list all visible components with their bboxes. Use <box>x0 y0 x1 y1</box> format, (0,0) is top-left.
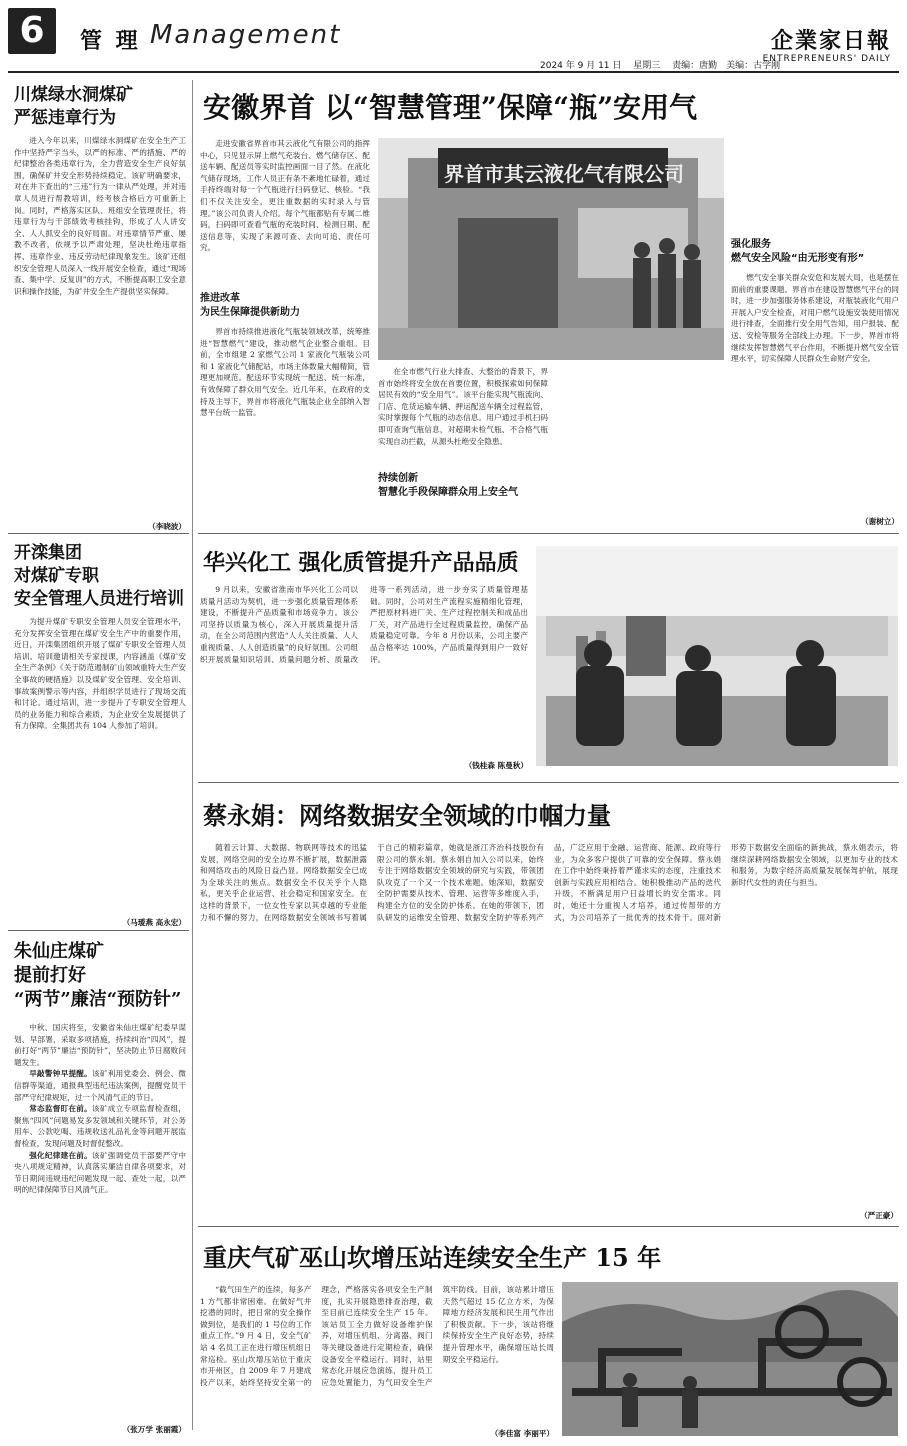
body-huaxing: 9 月以来，安徽省淮南市华兴化工公司以质量月活动为契机，进一步强化质量管理体系建设，不断提升产品质量和市场竞争力。该公司坚持以质量为核心，深入开展质量提升活动，在全公司范围内营造“人人关注质量、人人重视质量、人人创造质量”的良好氛围。公司组织开展质量知识培训、质量问题分析、质量改进等一系列活动，进一步夯实了质量管理基础。同时，公司对生产流程实施精细化管理，严把原材料进厂关、生产过程控制关和成品出厂关，对产品进行全过程质量监控，确保产品质量稳定可靠。今年 8 月份以来，公司主要产品合格率达 100%，产品质量得到用户一致好评。 <box>200 585 528 664</box>
header-rule <box>8 71 899 73</box>
masthead: 企業家日報 <box>770 28 891 54</box>
body-jieshou-3b <box>555 366 723 528</box>
byline-caiyongjuan: （严正豪） <box>860 1211 898 1220</box>
headline-chongqing: 重庆气矿巫山坎增压站连续安全生产 15 年 <box>203 1243 662 1272</box>
body-caiyongjuan: 随着云计算、大数据、物联网等技术的迅猛发展，网络空间的安全边界不断扩展，数据泄露和网络攻击的风险日益凸显。网络数据安全已成为全球关注的焦点。数据安全不仅关乎个人隐私，更关乎企业运营、社会稳定和国家安全。在这样的背景下，一位女性专家以其卓越的专业能力和不懈的努力，在网络数据安全领域书写着属于自己的精彩篇章，她就是浙江齐治科技股份有限公司的蔡永娟。蔡永娟自加入公司以来，始终专注于网络数据安全领域的研究与实践，带领团队攻克了一个又一个技术难题。她深知，数据安全防护需要从技术、管理、运营等多维度入手，构建全方位的安全防护体系。在她的带领下，团队研发的运维安全管理、数据安全防护等系列产品，广泛应用于金融、运营商、能源、政府等行业，为众多客户提供了可靠的安全保障。蔡永娟在工作中始终秉持着严谨求实的态度，注重技术创新与实践应用相结合。她积极推动产品的迭代升级，不断满足用户日益增长的安全需求。同时，她还十分重视人才培养，通过传帮带的方式，为公司培养了一批优秀的技术骨干。面对新形势下数据安全面临的新挑战，蔡永娟表示，将继续深耕网络数据安全领域，以更加专业的技术和服务，为数字经济高质量发展保驾护航，展现新时代女性的责任与担当。 <box>200 843 898 922</box>
byline-chongqing: （李佳富 李丽平） <box>490 1429 554 1438</box>
body-jieshou-4: 燃气安全事关群众安危和发展大局，也是摆在面前的重要课题。界首市在建设智慧燃气平台的同时，进一步加强服务体系建设，对瓶装液化气用户开展入户安全检查，对用户燃气设施安装使用情况进行排查，全面推行安全用气告知，用户报装、配送、安检等服务全部线上办理。下一步，界首市将继续发挥智慧燃气平台作用，不断提升燃气安全管理水平，切实保障人民群众生命财产安全。 <box>731 273 899 364</box>
headline-chuanmei: 川煤绿水洞煤矿 严惩违章行为 <box>14 85 133 128</box>
rule <box>8 930 189 931</box>
photo-compressor-station <box>562 1282 898 1436</box>
headline-huaxing: 华兴化工 强化质管提升产品品质 <box>203 550 519 576</box>
photo-sign: 界首市其云液化气有限公司 <box>444 162 684 186</box>
photo-lab <box>536 546 898 766</box>
byline-chuanmei: （李晓波） <box>148 522 186 531</box>
body-jieshou-3c <box>731 138 899 232</box>
body-jieshou-1: 走进安徽省界首市其云液化气有限公司的指挥中心，只见显示屏上燃气充装台、燃气储存区、配送车辆、配送员等实时监控画面一目了然。在液化气储存现场，工作人员正有条不紊地忙碌着，通过手持终端对每一个气瓶进行扫码登记、核验。“我们不仅关注安全，更注重数据的实时录入与管理。”该公司负责人介绍。每个气瓶都贴有专属二维码，扫码即可查看气瓶的充装时间、检测日期、配送信息等，实现了来源可查、去向可追、责任可究。 <box>200 139 370 253</box>
body-kailuan: 为提升煤矿专职安全管理人员安全管理水平，充分发挥安全管理在煤矿安全生产中的重要作用，近日，开滦集团组织开展了煤矿专职安全管理人员培训。培训邀请相关专家授课，内容涵盖《煤矿安全生产条例》《关于防范遏制矿山领域重特大生产安全事故的硬措施》以及煤矿安全管理、安全培训、事故案例警示等内容，并组织学员进行了现场交流和讨论。通过培训，进一步提升了专职安全管理人员的业务能力和综合素质，为企业安全发展提供了有力保障。全集团共有 104 人参加了培训。 <box>14 617 186 731</box>
byline-kailuan: （马瑷燕 高永宏） <box>122 918 186 927</box>
photo-gas-company <box>378 138 724 360</box>
paragraph: 该矿成立专项监督检查组，聚焦“四风”问题易发多发领域和关键环节，对公务用车、公款吃喝、违规收送礼品礼金等问题开展监督检查，发现问题及时督促整改。 <box>14 1104 186 1148</box>
headline-kailuan: 开滦集团 对煤矿专职 安全管理人员进行培训 <box>14 543 184 609</box>
body-jieshou-2: 界首市持续推进液化气瓶装领域改革，统筹推进“智慧燃气”建设，推动燃气企业整合重组。目前，全市组建 2 家燃气公司 1 家液化气瓶装公司和 1 家液化气储配站，市场主体数量大幅精简，管理更加规范。配送环节实现统一配送、统一标准，有效保障了群众用气安全。近几年来，在政府的支持及主导下，界首市将液化气瓶装企业全部纳入智慧平台统一监管。 <box>200 327 370 418</box>
subhead: 常态监督盯在前。 <box>29 1104 93 1114</box>
subhead-innovation: 持续创新 智慧化手段保障群众用上安全气 <box>378 473 518 498</box>
section-name: 管 理 <box>80 29 141 54</box>
page-number: 6 <box>8 8 56 54</box>
column-divider <box>192 80 193 1430</box>
body-zhuxianzhuang <box>14 1022 186 1418</box>
body-chongqing: “截气田生产的连续，每多产 1 方气都非常困难。在做好气井挖潜的同时，把日常的安全操作做到位，是我们的 1 号位的工作重点工作。”9 月 4 日，安全气矿站 4 名员工正在进行增压机组日常巡检。巫山坎增压站位于重庆市开州区，自 2009 年 7 月建成投产以来，始终坚持安全第一的理念，严格落实各项安全生产制度，扎实开展隐患排查治理，截至目前已连续安全生产 15 年。该站员工全力做好设备维护保养，对增压机组、分离器、阀门等关键设备进行定期检查，确保设备安全平稳运行。同时，站里常态化开展应急演练，提升员工应急处置能力，为气田安全生产筑牢防线。目前，该站累计增压天然气超过 15 亿立方米，为保障地方经济发展和民生用气作出了积极贡献。下一步，该站将继续保持安全生产良好态势，持续提升管理水平，确保增压站长周期安全平稳运行。 <box>200 1285 554 1387</box>
subhead: 早敲警钟早提醒。 <box>29 1069 93 1079</box>
subhead-service: 强化服务 燃气安全风险“由无形变有形” <box>731 239 865 264</box>
paragraph: 该矿利用党委会、例会、微信群等渠道，通报典型违纪违法案例，提醒党员干部严守纪律规矩，过一个风清气正的节日。 <box>14 1069 186 1102</box>
byline-huaxing: （钱桂森 陈曼秋） <box>464 761 528 770</box>
rule <box>198 1226 899 1227</box>
body-chuanmei: 进入今年以来，川煤绿水洞煤矿在安全生产工作中坚持严字当头，以严的标准、严的措施、严的纪律整治各类违章行为，全力营造安全生产良好氛围，确保矿井安全形势持续稳定。该矿明确要求，对在井下查出的“三违”行为一律从严处理，并对违章人员进行帮教培训，经考核合格后方可重新上岗。同时，严格落实区队、班组安全管理责任，将违章行为与干部绩效考核挂钩，形成了人人讲安全、人人抓安全的良好局面。对违章情节严重、屡教不改者，依规予以严肃处理，坚决杜绝违章指挥、违章作业、违反劳动纪律现象发生。该矿还组织安全管理人员深入一线开展安全检查，通过“现场查、集中学、反复训”的方式，不断提高职工安全意识和操作技能，为矿井安全生产提供坚实保障。 <box>14 136 186 296</box>
rule <box>198 533 899 534</box>
subhead: 强化纪律建在前。 <box>29 1150 93 1160</box>
headline-jieshou: 安徽界首 以“智慧管理”保障“瓶”安用气 <box>203 91 698 124</box>
headline-zhuxianzhuang: 朱仙庄煤矿 提前打好 “两节”廉洁“预防针” <box>14 941 182 1010</box>
paragraph: 该矿强调党员干部要严守中央八项规定精神，认真落实廉洁自律各项要求，对节日期间违规违纪问题发现一起、查处一起，以严明的纪律保障节日风清气正。 <box>14 1150 186 1195</box>
dateline: 2024 年 9 月 11 日 星期三 责编：唐勤 美编：古学刚 <box>540 61 781 71</box>
section-name-en: Management <box>150 20 342 50</box>
body-jieshou-3: 在全市燃气行业大排查、大整治的背景下，界首市始终将安全放在首要位置，积极探索如何保障居民有效的“安全用气”。该平台能实现气瓶流向、门店、危货运输车辆、押运配送车辆全过程监管，实时掌握每个气瓶的动态信息。用户通过手机扫码即可查询气瓶信息，对超期未检气瓶、不合格气瓶实现自动拦截，从源头杜绝安全隐患。 <box>378 367 548 446</box>
intro-text: 中秋、国庆将至，安徽省朱仙庄煤矿纪委早谋划、早部署，采取多项措施，持续纠治“四风”，提前打好“两节”廉洁“预防针”，坚决防止节日腐败问题发生。 <box>14 1023 186 1067</box>
masthead-en: ENTREPRENEURS' DAILY <box>762 54 891 64</box>
headline-caiyongjuan: 蔡永娟：网络数据安全领域的巾帼力量 <box>203 801 611 830</box>
byline-zhuxianzhuang: （张万学 张丽霞） <box>122 1425 186 1434</box>
subhead-reform: 推进改革 为民生保障提供新助力 <box>200 293 300 318</box>
rule <box>198 782 899 783</box>
rule <box>8 533 189 534</box>
byline-jieshou: （谢树立） <box>861 517 899 526</box>
